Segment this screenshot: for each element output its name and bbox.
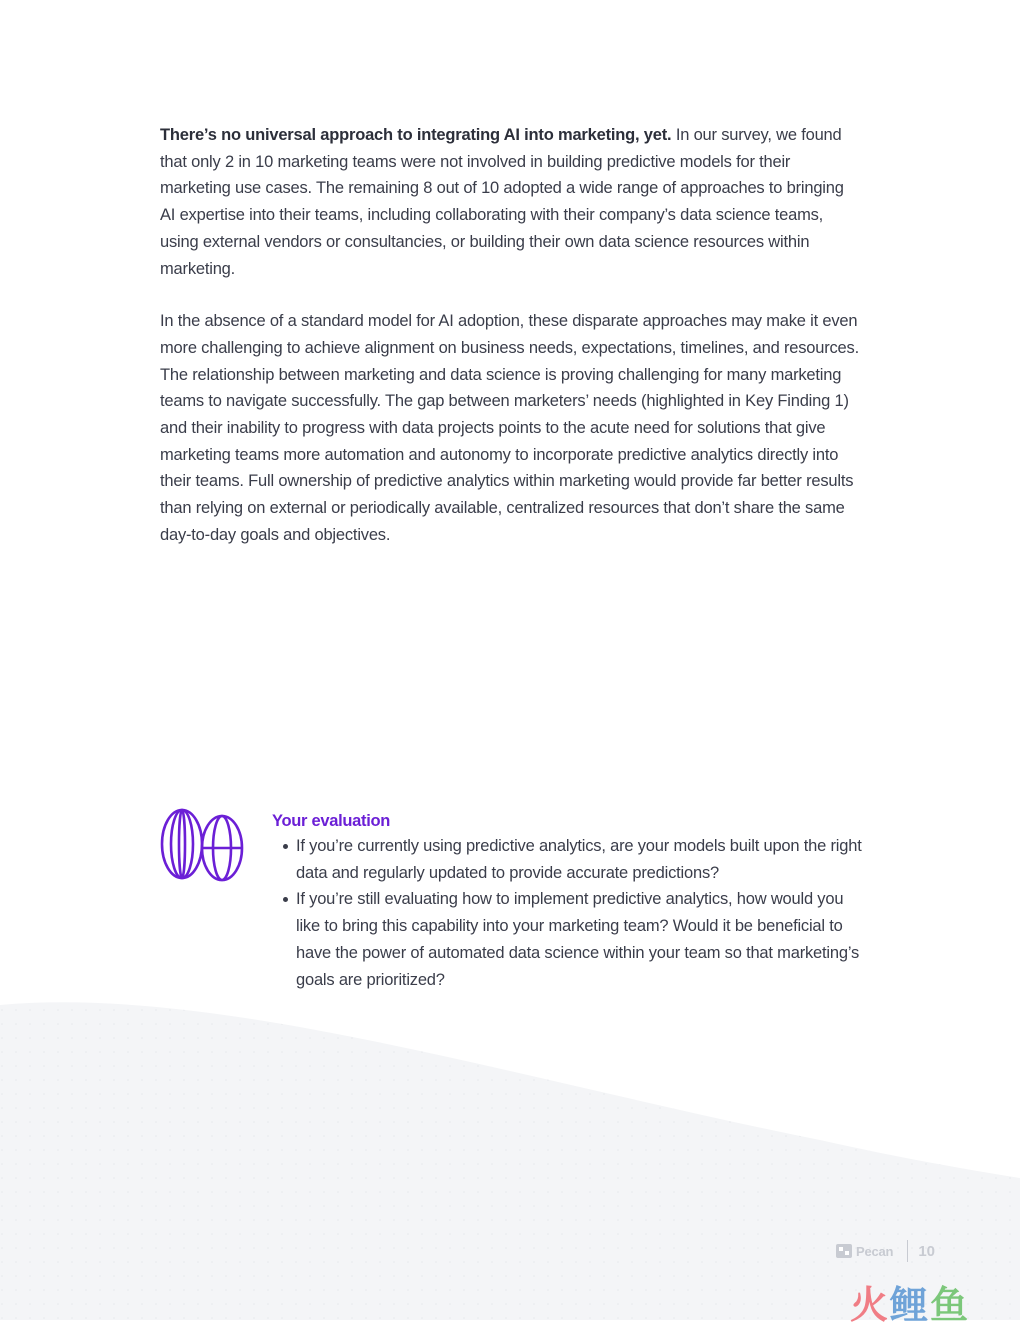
footer-divider	[907, 1240, 908, 1262]
pecan-logo-icon	[836, 1244, 852, 1258]
list-item-text: If you’re still evaluating how to implement predictive analytics, how would you like to bring this capability into your marketing team? Would it be beneficial to have the power of automated data science within your team so that marketing’s goals are prioritized?	[296, 890, 860, 989]
paragraph-2: In the absence of a standard model for AI adoption, these disparate approaches may make it even more challenging to achieve alignment on business needs, expectations, timelines, and resources. The relationship between marketing and data science is proving challenging for many marketing teams to navigate successfully. The gap between marketers’ needs (highlighted in Key Finding 1) and their inability to progress with data projects points to the acute need for solutions that give marketing teams more automation and autonomy to incorporate predictive analytics directly into their teams. Full ownership of predictive analytics within marketing would provide far better results than relying on external or periodically available, centralized resources that don’t share the same day-to-day goals and objectives.	[160, 312, 859, 544]
paragraph-1-lead: There’s no universal approach to integrating AI into marketing, yet.	[160, 126, 672, 144]
main-content	[160, 122, 860, 575]
list-item	[296, 886, 862, 993]
bullet-icon	[283, 844, 288, 849]
evaluation-body	[272, 812, 862, 993]
watermark	[850, 1274, 970, 1329]
watermark-char-1: 火	[850, 1283, 891, 1327]
paragraph-1	[160, 122, 860, 282]
bullet-icon	[283, 897, 288, 902]
brand-logo	[836, 1244, 893, 1259]
list-item-text: If you’re currently using predictive analytics, are your models built upon the right data and regularly updated to provide accurate predictions?	[296, 837, 862, 882]
evaluation-list	[272, 833, 862, 993]
watermark-char-2: 鲤	[890, 1283, 931, 1327]
brand-name: Pecan	[856, 1243, 894, 1259]
page-footer	[836, 1240, 935, 1262]
paragraph-1-body: In our survey, we found that only 2 in 10 marketing teams were not involved in building predictive models for their marketing use cases. The remaining 8 out of 10 adopted a wide range of approaches to bringing AI expertise into their teams, including collaborating with their company’s data science teams, using external vendors or consultancies, or building their own data science resources within marketing.	[160, 126, 844, 278]
evaluation-title: Your evaluation	[272, 812, 391, 830]
watermark-char-3: 鱼	[930, 1283, 971, 1327]
list-item	[296, 833, 862, 886]
twin-globe-icon	[160, 808, 244, 884]
page-number: 10	[918, 1242, 935, 1260]
